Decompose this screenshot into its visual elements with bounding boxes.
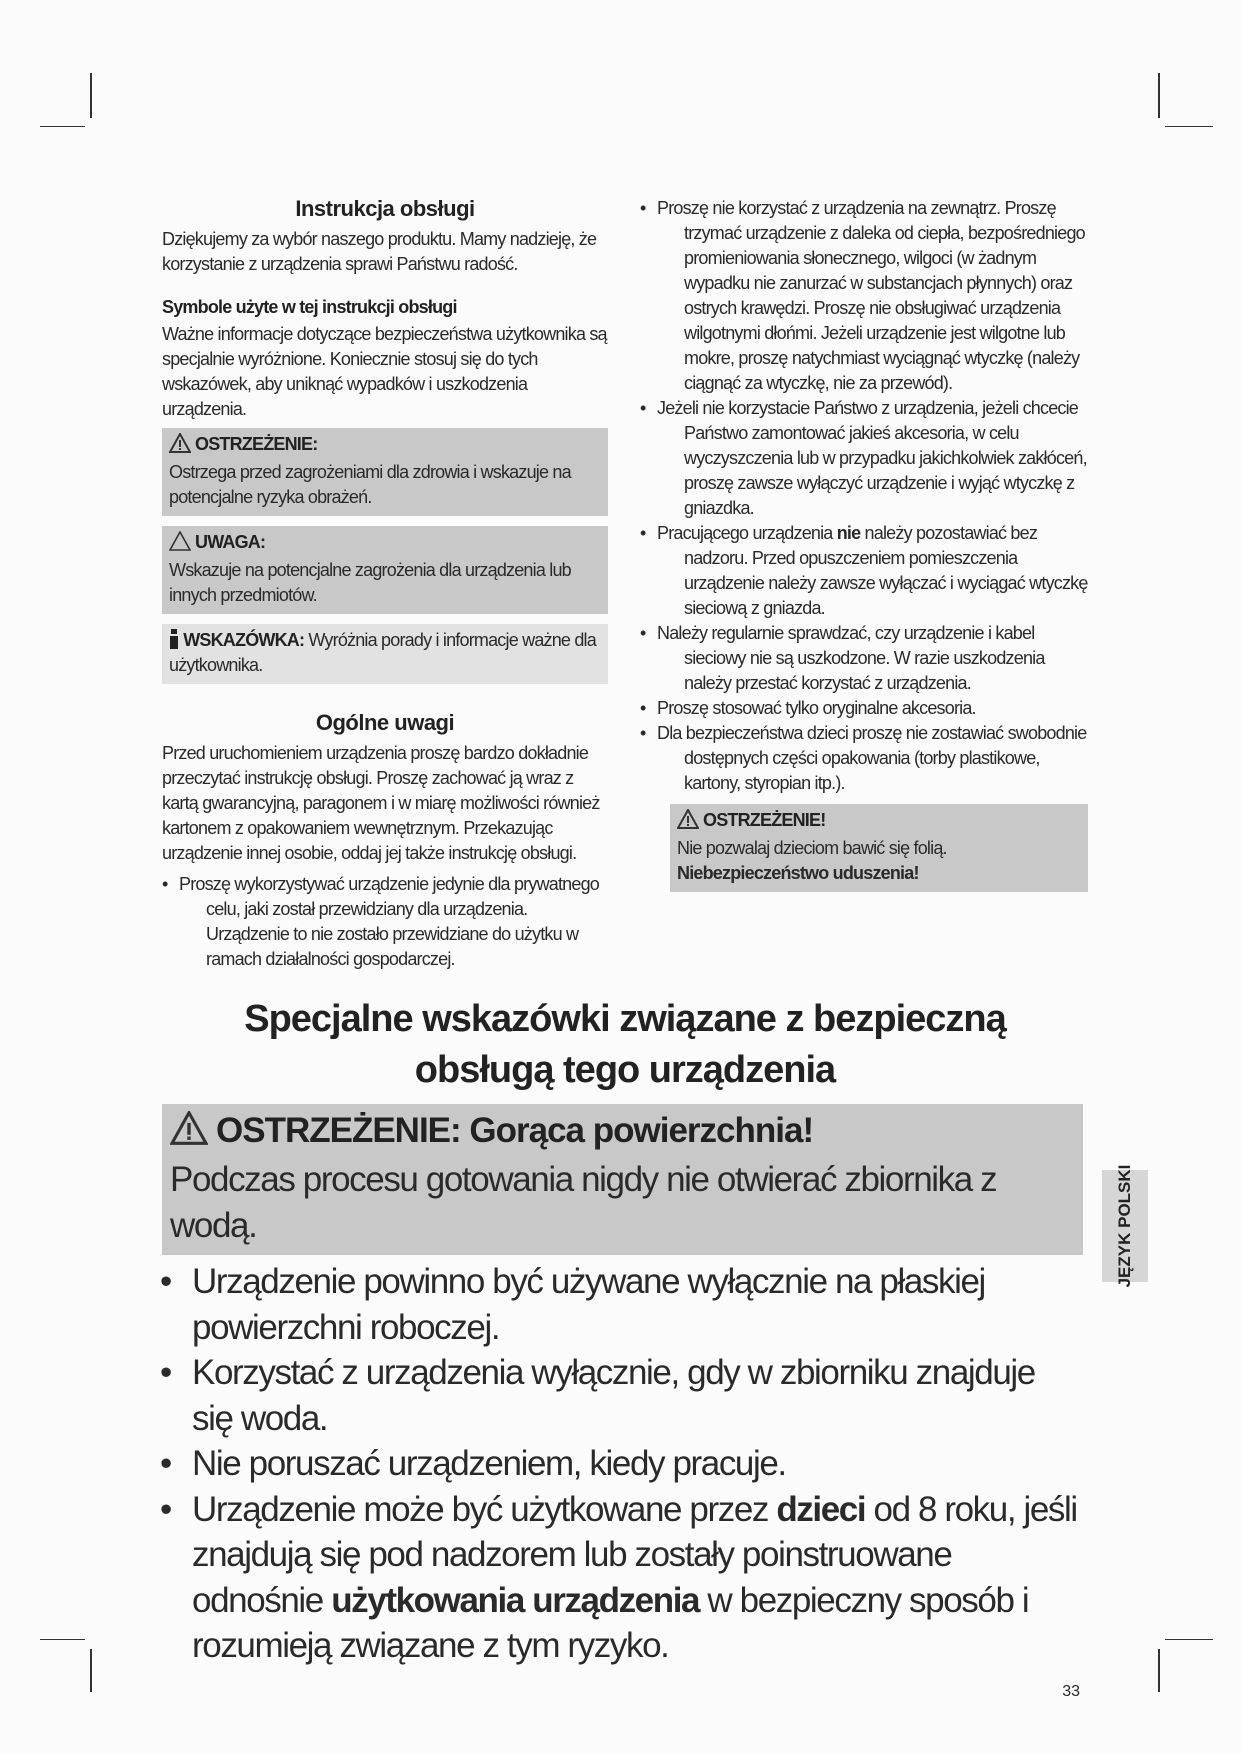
- safety-title: Specjalne wskazówki związane z bezpieczną obsługą tego urządzenia: [244, 998, 1006, 1091]
- crop-mark: [1165, 126, 1213, 127]
- caution-label: UWAGA:: [195, 532, 266, 552]
- caution-text: Wskazuje na potencjalne zagrożenia dla urządzenia lub innych przedmiotów.: [169, 560, 571, 605]
- page-number: 33: [1062, 1682, 1080, 1700]
- tip-label: WSKAZÓWKA:: [183, 630, 305, 650]
- two-columns: [162, 196, 1088, 972]
- list-item: • Proszę wykorzystywać urządzenie jedynie dla prywatnego celu, jaki został przewidziany dla urządzenia. Urządzenie to nie zostało przewidziane do użytku w ramach działalności gospodarczej.: [162, 872, 608, 972]
- general-heading: Ogólne uwagi: [315, 710, 455, 735]
- symbols-text: Ważne informacje dotyczące bezpieczeństwa użytkownika są specjalnie wyróżnione. Koniecznie stosuj się do tych wskazówek, aby uniknąć wypadków i uszkodzenia urządzenia.: [162, 324, 607, 419]
- bullet-text: Urządzenie może być użytkowane przez: [192, 1489, 777, 1529]
- page-content: [162, 196, 1088, 1701]
- tip-box: [162, 624, 608, 684]
- special-safety-bullets: [162, 1259, 1083, 1669]
- warning-text: Nie pozwalaj dzieciom bawić się folią.: [677, 838, 947, 858]
- warning-triangle-icon: [170, 1111, 208, 1157]
- bullet-text: od 8 roku, jeśli znajdują się pod nadzorem lub zostały poinstruowane odnośnie: [192, 1489, 1077, 1620]
- left-column: [162, 196, 608, 972]
- safety-bullets: [640, 196, 1088, 796]
- warning-label: OSTRZEŻENIE!: [703, 810, 826, 830]
- tip-text: Wyróżnia porady i informacje ważne dla użytkownika.: [169, 630, 596, 675]
- warning-text: Ostrzega przed zagrożeniami dla zdrowia i wskazuje na potencjalne ryzyka obrażeń.: [169, 462, 571, 507]
- crop-mark: [40, 1639, 85, 1640]
- crop-mark: [1158, 73, 1160, 118]
- list-item: • Urządzenie powinno być używane wyłącznie na płaskiej powierzchni roboczej.: [162, 1259, 1083, 1350]
- bullet-text: w bezpieczny sposób i rozumieją związane z tym ryzyko.: [192, 1580, 1029, 1665]
- crop-mark: [1158, 1649, 1160, 1692]
- crop-mark: [40, 126, 85, 127]
- general-text: Przed uruchomieniem urządzenia proszę bardzo dokładnie przeczytać instrukcję obsługi. Proszę zachować ją wraz z kartą gwarancyjną, paragonem i w miarę możliwości również kartonem z opakowaniem wewnętrznym. Przekazując urządzenie innej osobie, oddaj jej także instrukcję obsługi.: [162, 743, 600, 863]
- bullet-bold: nie: [836, 523, 861, 543]
- warning-triangle-icon: [169, 433, 195, 460]
- list-item: • Dla bezpieczeństwa dzieci proszę nie zostawiać swobodnie dostępnych części opakowania (torby plastikowe, kartony, styropian itp.).: [640, 721, 1088, 796]
- hot-surface-label: OSTRZEŻENIE: Gorąca powierzchnia!: [216, 1111, 814, 1150]
- suffocation-warning-box: [670, 804, 1088, 892]
- bullet-text: Pracującego urządzenia: [657, 523, 837, 543]
- list-item: • Proszę nie korzystać z urządzenia na zewnątrz. Proszę trzymać urządzenie z daleka od ciepła, bezpośredniego promieniowania słonecznego, wilgoci (w żadnym wypadku nie zanurzać w substancjach płynnych) oraz ostrych krawędzi. Proszę nie obsługiwać urządzenia wilgotnymi dłońmi. Jeżeli urządzenie jest wilgotne lub mokre, proszę natychmiast wyciągnąć wtyczkę (należy ciągnąć za wtyczkę, nie za przewód).: [640, 196, 1088, 396]
- bullet-text: należy pozostawiać bez nadzoru. Przed opuszczeniem pomieszczenia urządzenie należy zawsze wyłączać i wyciągać wtyczkę sieciową z gniazda.: [684, 523, 1088, 618]
- right-column: [640, 196, 1088, 902]
- hot-surface-warning-box: [162, 1104, 1083, 1255]
- crop-mark: [90, 1649, 92, 1692]
- warning-text-bold: Niebezpieczeństwo uduszenia!: [677, 863, 919, 883]
- warning-box: [162, 428, 608, 516]
- list-item: • Korzystać z urządzenia wyłącznie, gdy w zbiorniku znajduje się woda.: [162, 1350, 1083, 1441]
- list-item: • Nie poruszać urządzeniem, kiedy pracuje.: [162, 1441, 1083, 1487]
- list-item: [162, 1487, 1083, 1669]
- section-title: Instrukcja obsługi: [295, 196, 475, 221]
- info-icon: [169, 629, 179, 649]
- intro-text: Dziękujemy za wybór naszego produktu. Mamy nadzieję, że korzystanie z urządzenia sprawi Państwu radość.: [162, 229, 597, 274]
- warning-triangle-icon: [677, 809, 703, 836]
- list-item: • Należy regularnie sprawdzać, czy urządzenie i kabel sieciowy nie są uszkodzone. W razie uszkodzenia należy przestać korzystać z urządzenia.: [640, 621, 1088, 696]
- bullet-bold: użytkowania urządzenia: [331, 1580, 700, 1620]
- list-item: [640, 521, 1088, 621]
- crop-mark: [1165, 1639, 1213, 1640]
- symbols-heading: Symbole użyte w tej instrukcji obsługi: [162, 297, 457, 317]
- crop-mark: [90, 73, 92, 118]
- caution-box: [162, 526, 608, 614]
- list-item: • Proszę stosować tylko oryginalne akcesoria.: [640, 696, 1088, 721]
- general-bullets: [162, 872, 608, 972]
- hot-surface-text: Podczas procesu gotowania nigdy nie otwierać zbiornika z wodą.: [170, 1160, 997, 1245]
- list-item: • Jeżeli nie korzystacie Państwo z urządzenia, jeżeli chcecie Państwo zamontować jakieś akcesoria, w celu wyczyszczenia lub w przypadku jakichkolwiek zakłóceń, proszę zawsze wyłączyć urządzenie i wyjąć wtyczkę z gniazdka.: [640, 396, 1088, 521]
- language-tab: [1102, 1164, 1148, 1288]
- bullet-bold: dzieci: [776, 1489, 866, 1529]
- caution-triangle-icon: [169, 531, 195, 558]
- warning-label: OSTRZEŻENIE:: [195, 434, 318, 454]
- language-tab-label: JĘZYK POLSKI: [1115, 1164, 1134, 1288]
